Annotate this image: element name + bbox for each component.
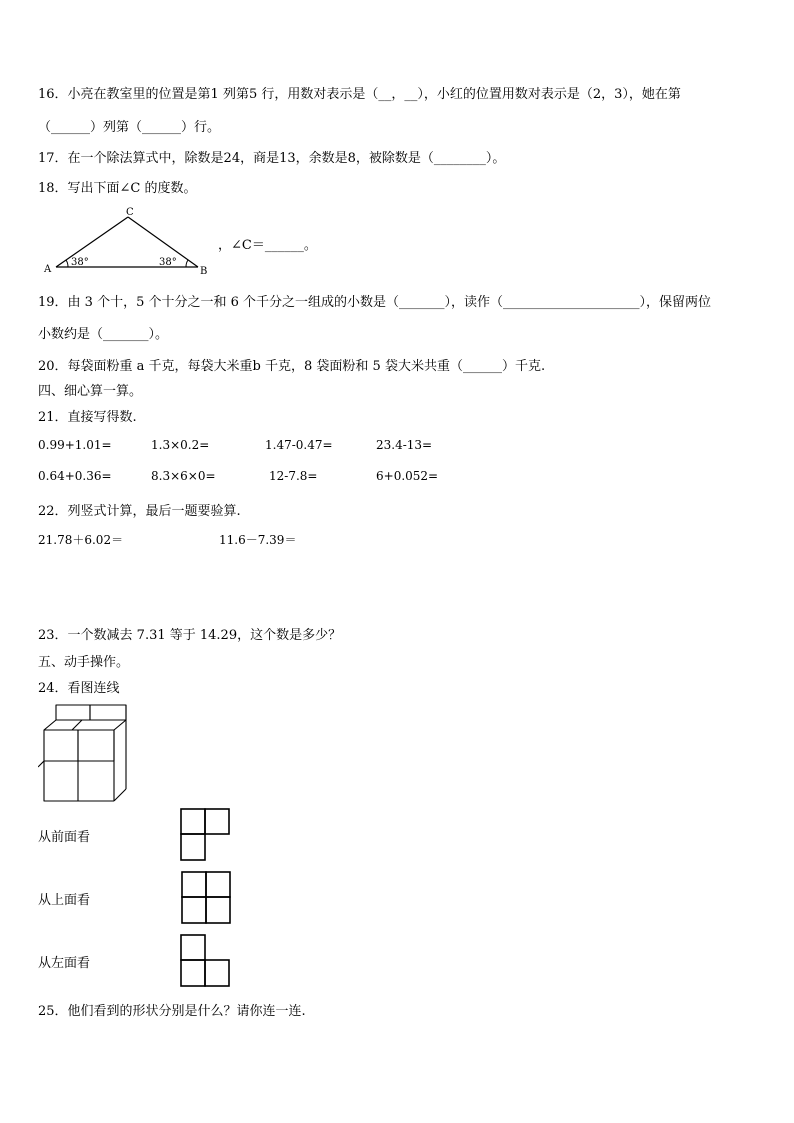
angle-a-label: 38°: [71, 257, 89, 268]
q16-line2: （______）列第（______）行。: [38, 120, 221, 135]
view-top-label: 从上面看: [38, 893, 91, 908]
view-front-label: 从前面看: [38, 830, 91, 845]
q24-title: 24．看图连线: [38, 681, 120, 696]
vertex-a-label: A: [44, 264, 52, 275]
vertical-calc-item: 21.78＋6.02＝: [38, 533, 124, 547]
calc-item: 1.47-0.47=: [265, 438, 333, 452]
calc-item: 1.3×0.2=: [151, 438, 210, 452]
q25-text: 25．他们看到的形状分别是什么？请你连一连.: [38, 1004, 306, 1019]
calc-item: 12-7.8=: [269, 469, 318, 483]
calc-item: 0.99+1.01=: [38, 438, 112, 452]
triangle-figure: [38, 204, 218, 278]
calc-item: 23.4-13=: [376, 438, 433, 452]
q21-title: 21．直接写得数.: [38, 410, 137, 425]
section-5-heading: 五、动手操作。: [38, 655, 130, 670]
q20-text: 20．每袋面粉重 a 千克，每袋大米重b 千克，8 袋面粉和 5 袋大米共重（______）千克.: [38, 359, 546, 374]
top-view-shape[interactable]: [181, 871, 231, 925]
front-view-shape[interactable]: [180, 808, 230, 862]
left-view-shape[interactable]: [180, 934, 230, 988]
calc-item: 0.64+0.36=: [38, 469, 112, 483]
angle-b-label: 38°: [159, 257, 177, 268]
q17-text: 17．在一个除法算式中，除数是24，商是13，余数是8，被除数是（________）。: [38, 151, 506, 166]
view-left-label: 从左面看: [38, 956, 91, 971]
q18-answer: ，∠C＝______。: [218, 238, 317, 253]
q16-line1: 16．小亮在教室里的位置是第1 列第5 行，用数对表示是（__，__），小红的位置用数对表示是（2，3），她在第: [38, 87, 681, 102]
q19-line1: 19．由 3 个十，5 个十分之一和 6 个千分之一组成的小数是（_______），读作（_____________________），保留两位: [38, 295, 712, 310]
cube-solid-figure: [38, 703, 132, 803]
section-4-heading: 四、细心算一算。: [38, 384, 143, 399]
q22-title: 22．列竖式计算，最后一题要验算.: [38, 504, 241, 519]
calc-item: 6+0.052=: [376, 469, 439, 483]
vertex-b-label: B: [200, 266, 208, 277]
q19-line2: 小数约是（_______）。: [38, 327, 169, 342]
q18-text: 18．写出下面∠C 的度数。: [38, 181, 197, 196]
vertex-c-label: C: [126, 207, 134, 218]
calc-item: 8.3×6×0=: [151, 469, 216, 483]
q23-text: 23．一个数减去 7.31 等于 14.29，这个数是多少？: [38, 628, 342, 643]
vertical-calc-item: 11.6－7.39＝: [219, 533, 297, 547]
